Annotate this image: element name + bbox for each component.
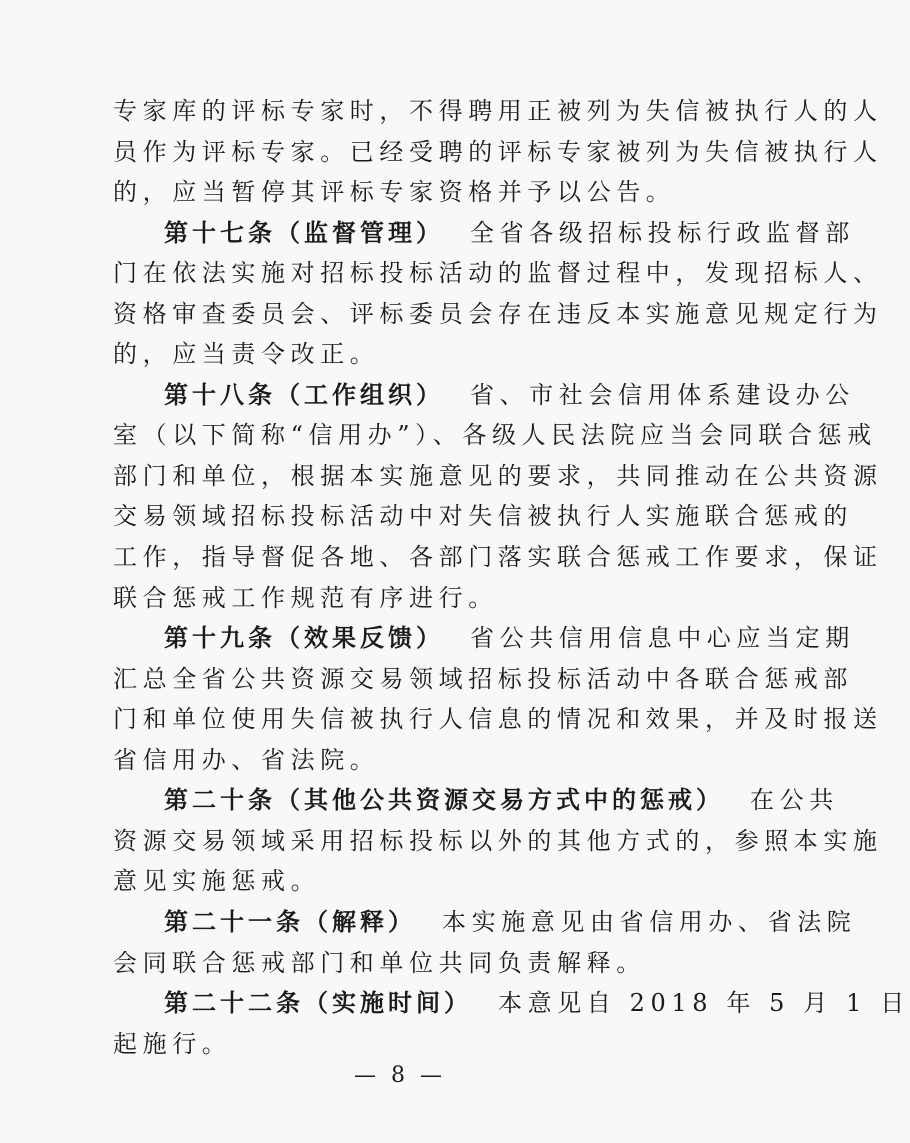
body-line: 交易领域招标投标活动中对失信被执行人实施联合惩戒的 <box>113 502 853 530</box>
body-line: 的，应当责令改正。 <box>113 340 380 368</box>
article-18 <box>164 381 855 409</box>
body-line: 联合惩戒工作规范有序进行。 <box>113 584 498 612</box>
article-heading: 第二十二条（实施时间） <box>164 989 472 1017</box>
body-line: 会同联合惩戒部门和单位共同负责解释。 <box>113 949 646 977</box>
body-line: 工作，指导督促各地、各部门落实联合惩戒工作要求，保证 <box>113 543 883 571</box>
body-line: 资源交易领域采用招标投标以外的其他方式的，参照本实施 <box>113 827 883 855</box>
body-line: 汇总全省公共资源交易领域招标投标活动中各联合惩戒部 <box>113 665 853 693</box>
article-heading: 第二十一条（解释） <box>164 908 416 936</box>
article-text: 省公共信用信息中心应当定期 <box>470 624 855 652</box>
article-heading: 第十七条（监督管理） <box>164 219 444 247</box>
body-line: 室（以下简称“信用办”）、各级人民法院应当会同联合惩戒 <box>113 421 877 449</box>
body-line: 员作为评标专家。已经受聘的评标专家被列为失信被执行人 <box>113 138 883 166</box>
body-line: 意见实施惩戒。 <box>113 867 321 895</box>
body-line: 省信用办、省法院。 <box>113 746 380 774</box>
article-text: 本意见自 2018 年 5 月 1 日 <box>498 989 910 1017</box>
page-number: — 8 — <box>354 1063 446 1088</box>
article-20 <box>164 786 839 814</box>
article-heading: 第十八条（工作组织） <box>164 381 444 409</box>
article-21 <box>164 908 856 936</box>
article-heading: 第二十条（其他公共资源交易方式中的惩戒） <box>164 786 724 814</box>
body-line: 专家库的评标专家时，不得聘用正被列为失信被执行人的人 <box>113 97 883 125</box>
article-text: 全省各级招标投标行政监督部 <box>470 219 855 247</box>
article-text: 在公共 <box>750 786 839 814</box>
body-line: 部门和单位，根据本实施意见的要求，共同推动在公共资源 <box>113 462 883 490</box>
article-heading: 第十九条（效果反馈） <box>164 624 444 652</box>
body-line: 门和单位使用失信被执行人信息的情况和效果，并及时报送 <box>113 705 883 733</box>
article-19 <box>164 624 855 652</box>
body-line: 门在依法实施对招标投标活动的监督过程中，发现招标人、 <box>113 259 883 287</box>
article-text: 省、市社会信用体系建设办公 <box>470 381 855 409</box>
body-line: 资格审查委员会、评标委员会存在违反本实施意见规定行为 <box>113 300 883 328</box>
article-text: 本实施意见由省信用办、省法院 <box>442 908 857 936</box>
body-line: 起施行。 <box>113 1030 232 1058</box>
body-line: 的，应当暂停其评标专家资格并予以公告。 <box>113 178 676 206</box>
article-22 <box>164 989 910 1017</box>
article-17 <box>164 219 855 247</box>
